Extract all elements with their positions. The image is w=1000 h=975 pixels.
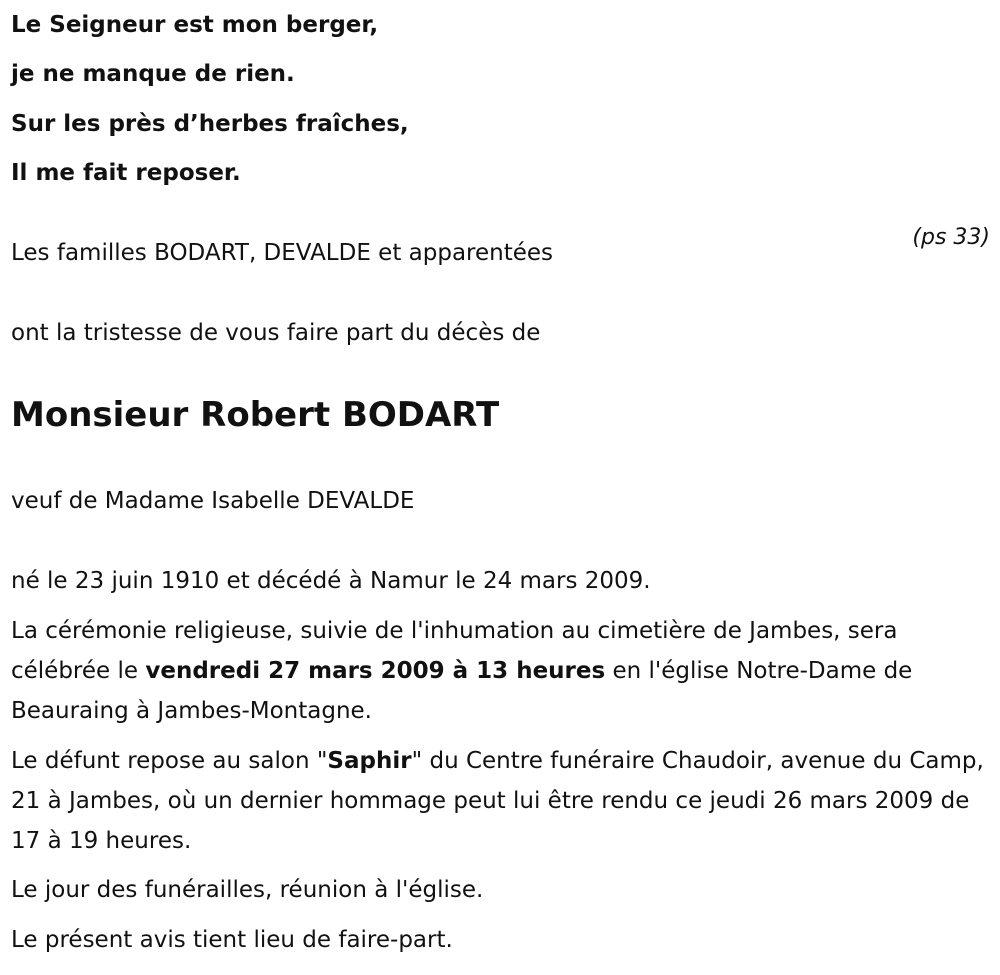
psalm-line-3: Sur les près d’herbes fraîches, bbox=[11, 111, 409, 137]
visitation-paragraph bbox=[11, 741, 996, 861]
notice-line: Le présent avis tient lieu de faire-part. bbox=[11, 927, 453, 953]
families-line: Les familles BODART, DEVALDE et apparentées bbox=[11, 240, 554, 266]
birth-death-line: né le 23 juin 1910 et décédé à Namur le 24 mars 2009. bbox=[11, 568, 651, 594]
salon-name: Saphir bbox=[327, 748, 412, 774]
visitation-text-after: " du Centre funéraire Chaudoir, avenue du Camp, 21 à Jambes, où un dernier hommage peut lui être rendu ce jeudi 26 mars 2009 de 17 à 19 heures. bbox=[11, 748, 984, 854]
visitation-text-before: Le défunt repose au salon " bbox=[11, 748, 328, 774]
intro-line: ont la tristesse de vous faire part du décès de bbox=[11, 320, 541, 346]
funeral-day-line: Le jour des funérailles, réunion à l'église. bbox=[11, 877, 484, 903]
ceremony-text-before: La cérémonie religieuse, suivie de l'inhumation au cimetière de Jambes, sera célébrée le bbox=[11, 618, 898, 684]
ceremony-date: vendredi 27 mars 2009 à 13 heures bbox=[145, 658, 606, 684]
widower-line: veuf de Madame Isabelle DEVALDE bbox=[11, 488, 415, 514]
psalm-reference: (ps 33) bbox=[912, 225, 990, 250]
psalm-line-1: Le Seigneur est mon berger, bbox=[11, 12, 379, 38]
deceased-name: Monsieur Robert BODART bbox=[11, 395, 500, 435]
ceremony-text-after: en l'église Notre-Dame de Beauraing à Jambes-Montagne. bbox=[11, 658, 913, 724]
psalm-line-4: Il me fait reposer. bbox=[11, 160, 241, 186]
ceremony-paragraph bbox=[11, 611, 996, 731]
psalm-line-2: je ne manque de rien. bbox=[11, 61, 295, 87]
